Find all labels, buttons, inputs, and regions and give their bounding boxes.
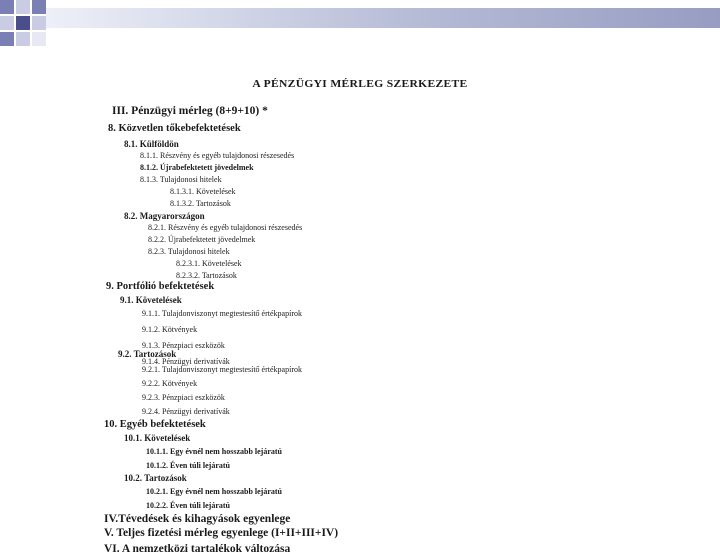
outline-item-9-1-3: 9.1.3. Pénzpiaci eszközök bbox=[142, 341, 225, 350]
outline-item-8-1-2: 8.1.2. Újrabefektetett jövedelmek bbox=[140, 163, 254, 172]
outline-item-9-2: 9.2. Tartozások bbox=[118, 349, 177, 359]
outline-item-10-2-2: 10.2.2. Éven túli lejáratú bbox=[146, 501, 230, 510]
outline-item-9-2-2: 9.2.2. Kötvények bbox=[142, 379, 198, 388]
outline-item-9-1-2: 9.1.2. Kötvények bbox=[142, 325, 198, 334]
outline-item-9-2-1: 9.2.1. Tulajdonviszonyt megtestesítő értékpapírok bbox=[142, 365, 302, 374]
outline-item-8-2: 8.2. Magyarországon bbox=[124, 211, 205, 221]
outline-item-8-2-1: 8.2.1. Részvény és egyéb tulajdonosi részesedés bbox=[148, 223, 303, 232]
outline-item-8-2-3: 8.2.3. Tulajdonosi hitelek bbox=[148, 247, 230, 256]
outline-item-8-1: 8.1. Külföldön bbox=[124, 139, 179, 149]
outline-item-iv: IV.Tévedések és kihagyások egyenlege bbox=[104, 513, 291, 525]
outline-item-9-1: 9.1. Követelések bbox=[120, 295, 182, 305]
outline-item-iii: III. Pénzügyi mérleg (8+9+10) * bbox=[112, 105, 268, 117]
outline-item-9: 9. Portfólió befektetések bbox=[106, 281, 215, 292]
outline-item-8-1-1: 8.1.1. Részvény és egyéb tulajdonosi részesedés bbox=[140, 151, 295, 160]
outline-item-8-1-3-2: 8.1.3.2. Tartozások bbox=[170, 199, 231, 208]
outline-item-8-2-2: 8.2.2. Újrabefektetett jövedelmek bbox=[148, 235, 256, 244]
outline-item-8-2-3-2: 8.2.3.2. Tartozások bbox=[176, 271, 237, 280]
outline-item-10-2: 10.2. Tartozások bbox=[124, 473, 187, 483]
outline-item-9-1-4: 9.1.4. Pénzügyi derivatívák bbox=[142, 357, 230, 366]
outline-item-8-1-3: 8.1.3. Tulajdonosi hitelek bbox=[140, 175, 222, 184]
document-title: A PÉNZÜGYI MÉRLEG SZERKEZETE bbox=[252, 78, 468, 90]
header-gradient-band bbox=[46, 8, 720, 28]
outline-item-vi: VI. A nemzetközi tartalékok változása bbox=[104, 543, 291, 555]
outline-item-10-2-1: 10.2.1. Egy évnél nem hosszabb lejáratú bbox=[146, 487, 282, 496]
outline-item-10-1-1: 10.1.1. Egy évnél nem hosszabb lejáratú bbox=[146, 447, 282, 456]
corner-decoration bbox=[0, 0, 720, 48]
outline-item-v: V. Teljes fizetési mérleg egyenlege (I+II+III+IV) bbox=[104, 527, 339, 539]
outline-item-10-1-2: 10.1.2. Éven túli lejáratú bbox=[146, 461, 230, 470]
outline-item-8: 8. Közvetlen tőkebefektetések bbox=[108, 123, 241, 134]
outline-item-10-1: 10.1. Követelések bbox=[124, 433, 191, 443]
outline-item-9-2-4: 9.2.4. Pénzügyi derivatívák bbox=[142, 407, 230, 416]
outline-item-9-1-1: 9.1.1. Tulajdonviszonyt megtestesítő értékpapírok bbox=[142, 309, 302, 318]
outline-item-8-1-3-1: 8.1.3.1. Követelések bbox=[170, 187, 236, 196]
outline-item-10: 10. Egyéb befektetések bbox=[104, 419, 206, 430]
outline-item-8-2-3-1: 8.2.3.1. Követelések bbox=[176, 259, 242, 268]
outline-item-9-2-3: 9.2.3. Pénzpiaci eszközök bbox=[142, 393, 225, 402]
